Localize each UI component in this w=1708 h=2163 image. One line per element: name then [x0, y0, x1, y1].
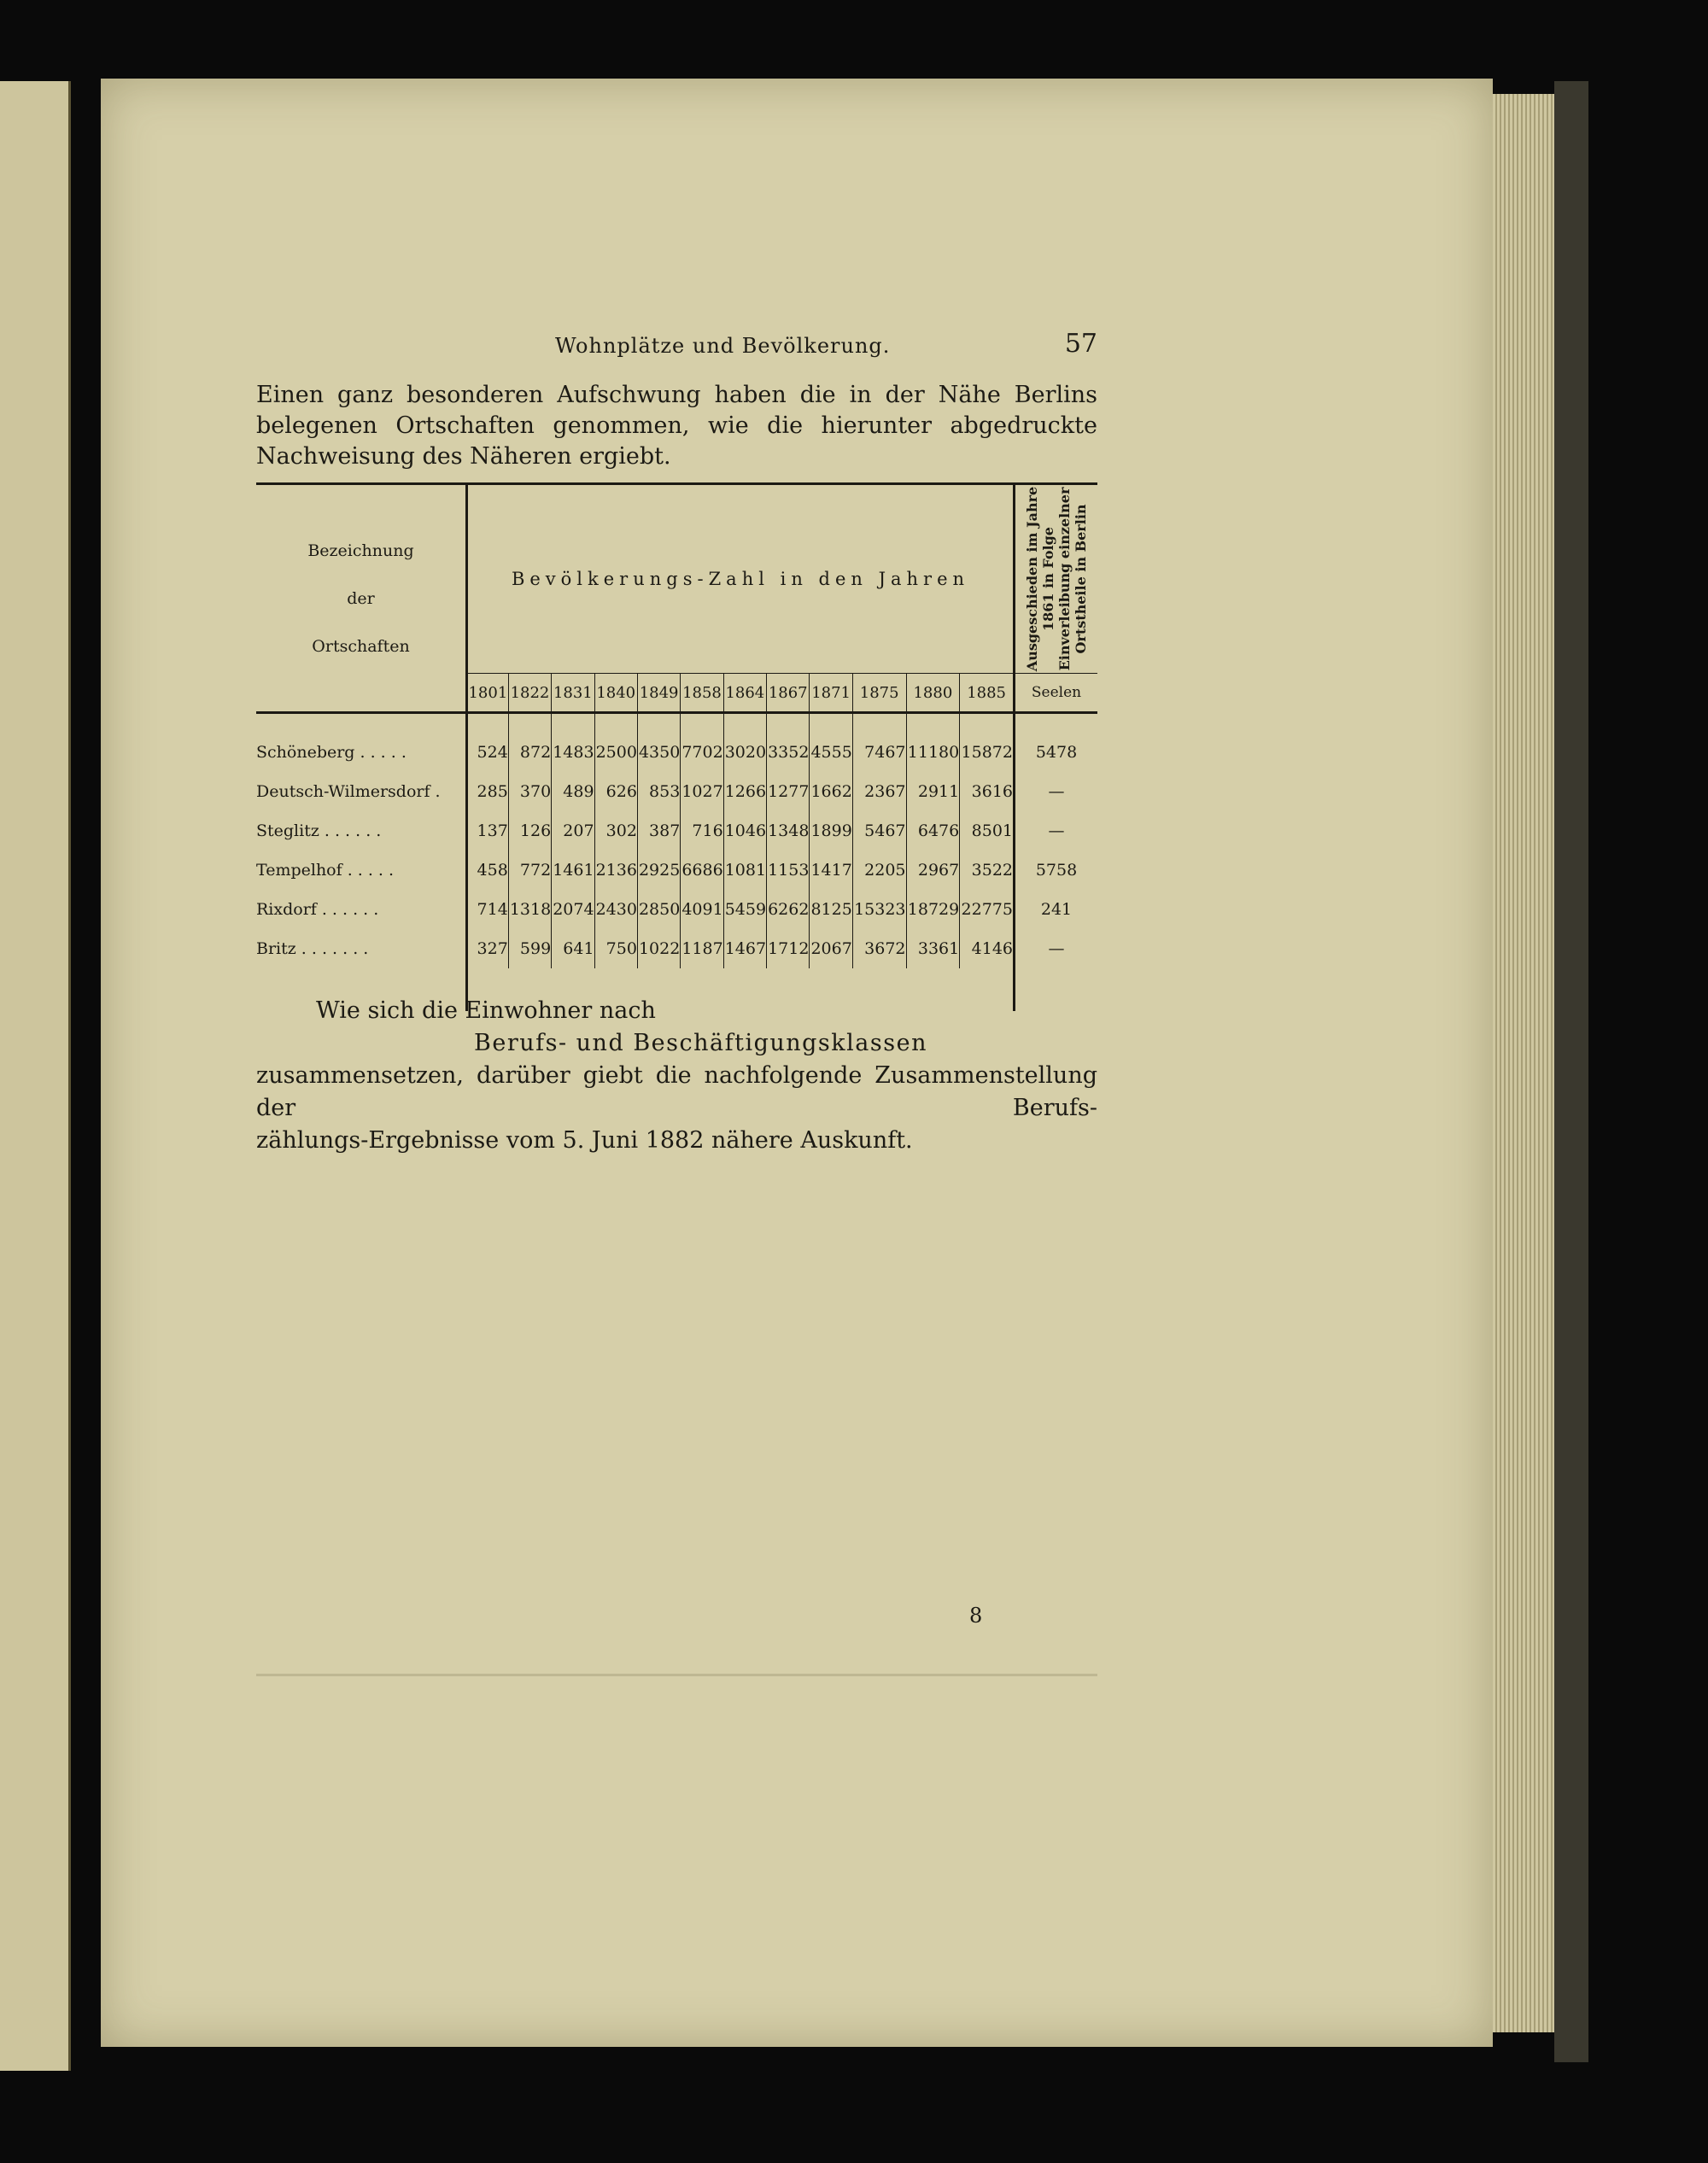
population-value: 15872 [960, 733, 1015, 772]
population-value: 370 [508, 772, 551, 811]
show-through-rule [256, 1674, 1097, 1676]
closing-line-1: Wie sich die Einwohner nach [316, 997, 656, 1024]
population-value: 2067 [810, 929, 852, 968]
table-header-row [256, 484, 1097, 674]
population-value: 524 [467, 733, 509, 772]
place-name: Steglitz . . . . . . [256, 811, 467, 851]
population-table [256, 482, 1097, 1011]
population-value: 599 [508, 929, 551, 968]
table-row [256, 851, 1097, 890]
population-value: 8501 [960, 811, 1015, 851]
population-value: 1467 [723, 929, 766, 968]
year-header: 1831 [552, 674, 594, 712]
year-header: 1871 [810, 674, 852, 712]
intro-paragraph: Einen ganz besonderen Aufschwung haben die in der Nähe Berlins belegenen Ortschaften genommen, wie die hierunter abgedruckte Nachweisung des Näheren ergiebt. [256, 382, 1097, 470]
page-number: 57 [1064, 329, 1097, 359]
population-value: 2136 [594, 851, 637, 890]
page-stack-edges [1493, 94, 1554, 2032]
table-row [256, 890, 1097, 929]
population-value: 387 [637, 811, 680, 851]
population-value: 1027 [681, 772, 723, 811]
population-value: 22775 [960, 890, 1015, 929]
population-value: 2367 [852, 772, 906, 811]
closing-line-4: zählungs-Ergebnisse vom 5. Juni 1882 nähere Auskunft. [256, 1127, 913, 1154]
extra-value: — [1015, 811, 1098, 851]
extra-unit-header: Seelen [1015, 674, 1098, 712]
population-value: 2205 [852, 851, 906, 890]
place-name: Tempelhof . . . . . [256, 851, 467, 890]
table-row [256, 929, 1097, 968]
population-value: 327 [467, 929, 509, 968]
population-value: 1662 [810, 772, 852, 811]
extra-value: 241 [1015, 890, 1098, 929]
book-cover-edge [1554, 81, 1588, 2062]
population-value: 1187 [681, 929, 723, 968]
population-value: 750 [594, 929, 637, 968]
population-value: 126 [508, 811, 551, 851]
place-name: Schöneberg . . . . . [256, 733, 467, 772]
place-header-line-2: der [347, 588, 375, 608]
population-value: 207 [552, 811, 594, 851]
population-value: 5459 [723, 890, 766, 929]
running-title: Wohnplätze und Bevölkerung. [555, 334, 891, 358]
signature-mark: 8 [969, 1604, 983, 1628]
population-value: 1266 [723, 772, 766, 811]
population-value: 6476 [906, 811, 960, 851]
population-value: 2850 [637, 890, 680, 929]
population-value: 285 [467, 772, 509, 811]
year-header: 1801 [467, 674, 509, 712]
population-value: 3616 [960, 772, 1015, 811]
population-value: 137 [467, 811, 509, 851]
population-value: 1046 [723, 811, 766, 851]
population-value: 3522 [960, 851, 1015, 890]
population-value: 626 [594, 772, 637, 811]
population-value: 3020 [723, 733, 766, 772]
population-value: 4555 [810, 733, 852, 772]
extra-value: 5758 [1015, 851, 1098, 890]
population-value: 4091 [681, 890, 723, 929]
place-name: Rixdorf . . . . . . [256, 890, 467, 929]
year-header: 1849 [637, 674, 680, 712]
year-header: 1885 [960, 674, 1015, 712]
population-value: 1153 [767, 851, 810, 890]
closing-line-3: zusammensetzen, darüber giebt die nachfolgende Zusammenstellung der Berufs- [256, 1062, 1097, 1121]
population-value: 2925 [637, 851, 680, 890]
year-header: 1880 [906, 674, 960, 712]
population-value: 2500 [594, 733, 637, 772]
year-header: 1867 [767, 674, 810, 712]
extra-header-rotated-box [1015, 485, 1097, 673]
closing-line-2: Berufs- und Beschäftigungsklassen [474, 1030, 927, 1056]
table-row [256, 733, 1097, 772]
population-value: 18729 [906, 890, 960, 929]
left-page-edge [0, 81, 71, 2071]
population-value: 1318 [508, 890, 551, 929]
place-header-line-3: Ortschaften [312, 636, 410, 656]
extra-value: 5478 [1015, 733, 1098, 772]
population-value: 302 [594, 811, 637, 851]
population-value: 458 [467, 851, 509, 890]
population-value: 2967 [906, 851, 960, 890]
population-group-header: Bevölkerungs-Zahl in den Jahren [511, 569, 970, 589]
population-value: 1461 [552, 851, 594, 890]
population-value: 1081 [723, 851, 766, 890]
population-value: 1483 [552, 733, 594, 772]
population-value: 3361 [906, 929, 960, 968]
population-value: 872 [508, 733, 551, 772]
population-value: 7702 [681, 733, 723, 772]
population-value: 3672 [852, 929, 906, 968]
page-header [256, 329, 1097, 371]
table-spacer [256, 713, 1097, 734]
population-value: 641 [552, 929, 594, 968]
population-value: 4350 [637, 733, 680, 772]
population-value: 5467 [852, 811, 906, 851]
table-row [256, 811, 1097, 851]
population-value: 7467 [852, 733, 906, 772]
year-header: 1858 [681, 674, 723, 712]
extra-value: — [1015, 929, 1098, 968]
population-value: 8125 [810, 890, 852, 929]
population-value: 4146 [960, 929, 1015, 968]
population-value: 1277 [767, 772, 810, 811]
population-value: 6686 [681, 851, 723, 890]
population-value: 6262 [767, 890, 810, 929]
population-value: 3352 [767, 733, 810, 772]
table-row [256, 772, 1097, 811]
population-value: 1417 [810, 851, 852, 890]
place-column-header [256, 484, 467, 712]
population-value: 489 [552, 772, 594, 811]
place-name: Deutsch-Wilmersdorf . [256, 772, 467, 811]
population-value: 11180 [906, 733, 960, 772]
extra-header-text: Ausgeschieden im Jahre 1861 in Folge Einverleibung einzelner Ortstheile in Berlin [1024, 486, 1089, 672]
population-value: 1899 [810, 811, 852, 851]
population-value: 2430 [594, 890, 637, 929]
population-value: 772 [508, 851, 551, 890]
extra-column-header [1015, 484, 1098, 674]
population-value: 2074 [552, 890, 594, 929]
population-value: 15323 [852, 890, 906, 929]
year-header: 1875 [852, 674, 906, 712]
place-name: Britz . . . . . . . [256, 929, 467, 968]
population-value: 1712 [767, 929, 810, 968]
population-value: 1022 [637, 929, 680, 968]
population-value: 853 [637, 772, 680, 811]
population-value: 716 [681, 811, 723, 851]
year-header: 1822 [508, 674, 551, 712]
closing-paragraph [256, 995, 1097, 1157]
population-value: 2911 [906, 772, 960, 811]
year-header: 1864 [723, 674, 766, 712]
year-header: 1840 [594, 674, 637, 712]
place-header-line-1: Bezeichnung [307, 541, 414, 560]
population-value: 714 [467, 890, 509, 929]
population-value: 1348 [767, 811, 810, 851]
extra-value: — [1015, 772, 1098, 811]
